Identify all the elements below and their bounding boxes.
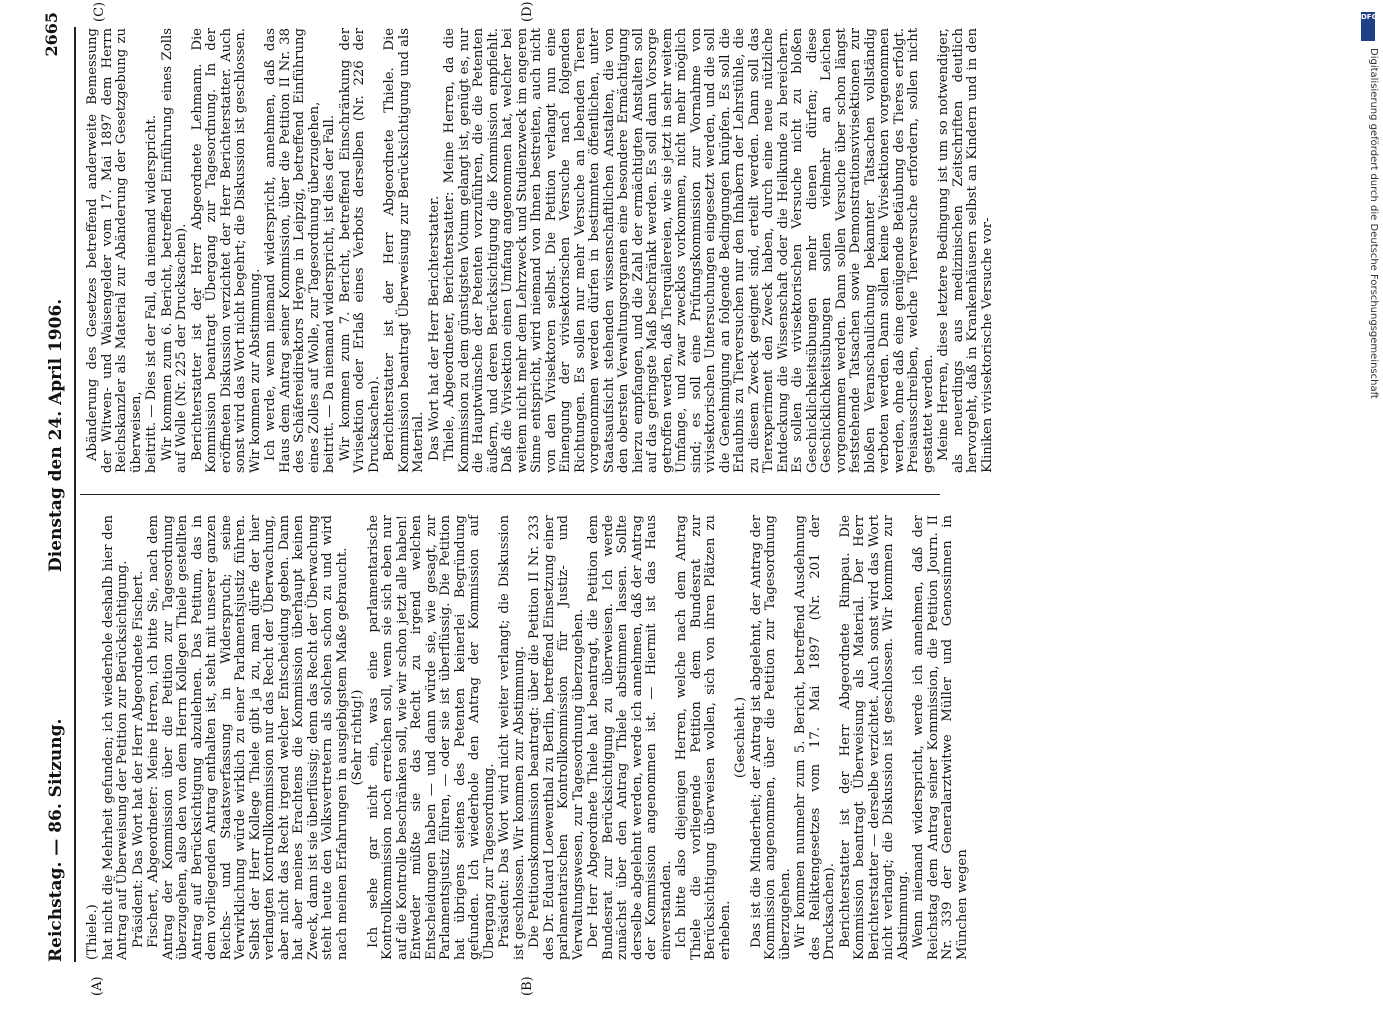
paragraph: Fischert, Abgeordneter: Meine Herren, ich bitte Sie, nach dem Antrag der Kommission über die Petition zur Tagesordnung überzugehen, also den von dem Herrn Kollegen Thiele gestellten Antrag auf Berücksichtigung abzulehnen. Das Petitum, das in dem vorliegenden Antrag enthalten ist, steht mit unserer ganzen Reichs- und Staatsverfassung in Widerspruch; seine Verwirklichung würde wirklich zu einer Parlamentsjustiz führen. Selbst der Herr Kollege Thiele gibt ja zu, man dürfe der hier verlangten Kontrollkommission nur das Recht der Überwachung, aber nicht das Recht irgend welcher Entscheidung geben. Dann hat aber meines Erachtens die Kommission überhaupt keinen Zweck, dann ist sie überflüssig; denn das Recht der Überwachung steht heute den Volksvertretern als solchen schon zu und wird nach meinen Erfahrungen in ausgiebigstem Maße gebraucht.	[146, 515, 350, 960]
paragraph: beitritt. — Da niemand widerspricht, ist dies der Fall.	[322, 114, 337, 473]
header-left: Reichstag. — 86. Sitzung.	[46, 718, 66, 962]
paragraph: Das ist die Minderheit; der Antrag ist abgelehnt, der Antrag der Kommission angenommen, über die Petition zur Tagesordnung überzugehen.	[748, 515, 793, 960]
watermark-text: Digitalisierung gefördert durch die Deutsche Forschungsgemeinschaft	[1368, 48, 1379, 399]
paragraph: Der Herr Abgeordnete Thiele hat beantragt, die Petition dem Bundesrat zur Berücksichtigung zu überweisen. Ich werde zunächst über den Antrag Thiele abstimmen lassen. Sollte derselbe abgelehnt werden, werde ich annehmen, daß der Antrag der Kommission angenommen ist. — Hiermit ist das Haus einverstanden.	[586, 515, 674, 960]
header-rule	[74, 27, 76, 962]
paragraph: Wenn niemand widerspricht, werde ich annehmen, daß der Reichstag dem Antrag seiner Kommission, die Petition Journ. II Nr. 339 der Generalarztwitwe Müller und Genossinnen in München wegen	[911, 515, 970, 960]
dfg-logo: DFG	[1361, 12, 1375, 41]
page-number: 2665	[42, 12, 61, 57]
left-column	[85, 515, 970, 960]
paragraph: Meine Herren, diese letztere Bedingung ist um so notwendiger, als neuerdings aus medizinischen Zeitschriften deutlich hervorgeht, daß in Krankenhäusern selbst an Kindern und in den Kliniken vivisektorische Versuche vor-	[936, 28, 995, 473]
paragraph: Thiele, Abgeordneter, Berichterstatter: Meine Herren, da die Kommission zu dem günstigsten Votum gelangt ist, genügt es, nur die Hauptwünsche der Petenten vorzuführen, die die Petenten äußern, und deren Berücksichtigung die Kommission empfiehlt. Daß die Vivisektion einen Umfang angenommen hat, welcher bei weitem nicht mehr dem Lehrzweck und Studienzweck im engeren Sinne entspricht, wird niemand von Ihnen bestreiten, auch nicht von den Vivisektoren selbst. Die Petition verlangt nun eine Einengung der vivisektorischen Versuche nach folgenden Richtungen. Es sollen nur mehr Versuche an lebenden Tieren vorgenommen werden dürfen in bestimmten öffentlichen, unter Staatsaufsicht stehenden wissenschaftlichen Anstalten, die von den obersten Verwaltungsorganen eine besondere Ermächtigung hierzu empfangen, und die Zahl der ermächtigten Anstalten soll auf das geringste Maß beschränkt werden. Es soll dann Vorsorge getroffen werden, daß Tierquälereien, wie sie jetzt in sehr weitem Umfange, und zwar zwecklos vorkommen, nicht mehr möglich sind; es soll eine Prüfungskommission zur Vornahme von vivisektorischen Untersuchungen eingesetzt werden, und die soll die Genehmigung an folgende Bedingungen knüpfen. Es soll die Erlaubnis zu Tierversuchen nur den Inhabern der Lehrstühle, die zu diesem Zweck geeignet sind, erteilt werden. Dann soll das Tierexperiment den Zweck haben, durch eine neue nützliche Entdeckung die Wissenschaft oder die Heilkunde zu bereichern. Es sollen die vivisektorischen Versuche nicht zu bloßen Geschicklichkeitsübungen mehr dienen dürfen; diese Geschicklichkeitsübungen sollen vielmehr an Leichen vorgenommen werden. Dann sollen Versuche über schon längst feststehende Tatsachen sowie Demonstrationsvivisektionen zur bloßen Veranschaulichung bekannter Tatsachen vollständig verboten werden. Dann sollen keine Vivisektionen vorgenommen werden, ohne daß eine genügende Betäubung des Tieres erfolgt. Preisausschreiben, welche Tierversuche erfordern, sollen nicht gestattet werden.	[442, 28, 936, 473]
paragraph: Präsident: Das Wort hat der Herr Abgeordnete Fischert.	[130, 570, 146, 948]
paragraph: Wir kommen nunmehr zum 5. Bericht, betreffend Ausdehnung des Reliktengesetzes vom 17. Mai 1897 (Nr. 201 der Drucksachen).	[793, 515, 837, 960]
paragraph: Wir kommen zum 7. Bericht, betreffend Einschränkung der Vivisektion oder Erlaß eines Verbots derselben (Nr. 226 der Drucksachen).	[337, 28, 382, 473]
paragraph: Berichterstatter ist der Herr Abgeordnete Rimpau. Die Kommission beantragt Überweisung als Material. Der Herr Berichterstatter — derselbe verzichtet. Auch sonst wird das Wort nicht verlangt; die Diskussion ist geschlossen. Wir kommen zur Abstimmung.	[837, 515, 911, 960]
paragraph: Ich bitte also diejenigen Herren, welche nach dem Antrag Thiele die vorliegende Petition dem Bundesrat zur Berücksichtigung überweisen wollen, sich von ihren Plätzen zu erheben.	[674, 515, 733, 960]
margin-label-d: (D)	[520, 1, 535, 22]
margin-label-a: (A)	[90, 976, 105, 996]
paragraph: Berichterstatter ist der Herr Abgeordnete Thiele. Die Kommission beantragt Überweisung zur Berücksichtigung und als Material.	[382, 28, 426, 473]
paragraph: Präsident: Das Wort wird nicht weiter verlangt; die Diskussion ist geschlossen. Wir kommen zur Abstimmung.	[497, 515, 527, 960]
paragraph: Ich werde, wenn niemand widerspricht, annehmen, daß das Haus dem Antrag seiner Kommission, über die Petition II Nr. 38 des Schäfereidirektors Heyne in Leipzig, betreffend Einführung eines Zolles auf Wolle, zur Tagesordnung überzugehen,	[263, 28, 322, 473]
paragraph: Das Wort hat der Herr Berichterstatter.	[426, 195, 442, 461]
digitization-watermark	[1359, 8, 1379, 988]
paragraph: Berichterstatter ist der Herr Abgeordnete Lehmann. Die Kommission beantragt Übergang zur Tagesordnung. In der eröffneten Diskussion verzichtet der Herr Berichterstatter. Auch sonst wird das Wort nicht begehrt; die Diskussion ist geschlossen. Wir kommen zur Abstimmung.	[189, 28, 263, 473]
paragraph: beitritt. — Dies ist der Fall, da niemand widerspricht.	[144, 114, 159, 473]
interjection: (Geschieht.)	[733, 696, 748, 779]
paragraph: Abänderung des Gesetzes betreffend anderweite Bemessung der Witwen- und Waisengelder vom 17. Mai 1897 dem Herrn Reichskanzler als Material zur Abänderung der Gesetzgebung zu überweisen,	[85, 28, 144, 473]
right-column	[85, 28, 995, 473]
paragraph: Ich sehe gar nicht ein, was eine parlamentarische Kontrollkommission noch erreichen soll, wenn sie sich eben nur auf die Kontrolle beschränken soll, wie wir schon jetzt alle haben! Entweder müßte sie das Recht zu irgend welchen Entscheidungen haben — und dann würde sie, wie gesagt, zur Parlamentsjustiz führen, — oder sie ist überflüssig. Die Petition hat übrigens seitens des Petenten keinerlei Begründung gefunden. Ich wiederhole den Antrag der Kommission auf Übergang zur Tagesordnung.	[365, 515, 497, 960]
page-header	[40, 12, 70, 962]
margin-label-c: (C)	[92, 1, 107, 22]
header-date: Dienstag den 24. April 1906.	[46, 298, 66, 572]
interjection: (Sehr richtig!)	[350, 689, 365, 786]
margin-label-b: (B)	[520, 976, 535, 996]
column-divider	[80, 494, 940, 495]
paragraph: Wir kommen zum 6. Bericht, betreffend Einführung eines Zolls auf Wolle (Nr. 225 der Drucksachen).	[159, 28, 189, 473]
paragraph: hat nicht die Mehrheit gefunden; ich wiederhole deshalb hier den Antrag auf Überweisung der Petition zur Berücksichtigung.	[100, 515, 130, 960]
speaker-note: (Thiele.)	[85, 904, 100, 960]
paragraph: Die Petitionskommission beantragt: über die Petition II Nr. 233 des Dr. Eduard Loewenthal zu Berlin, betreffend Einsetzung einer parlamentarischen Kontrollkommission für Justiz- und Verwaltungswesen, zur Tagesordnung überzugehen.	[527, 515, 586, 960]
